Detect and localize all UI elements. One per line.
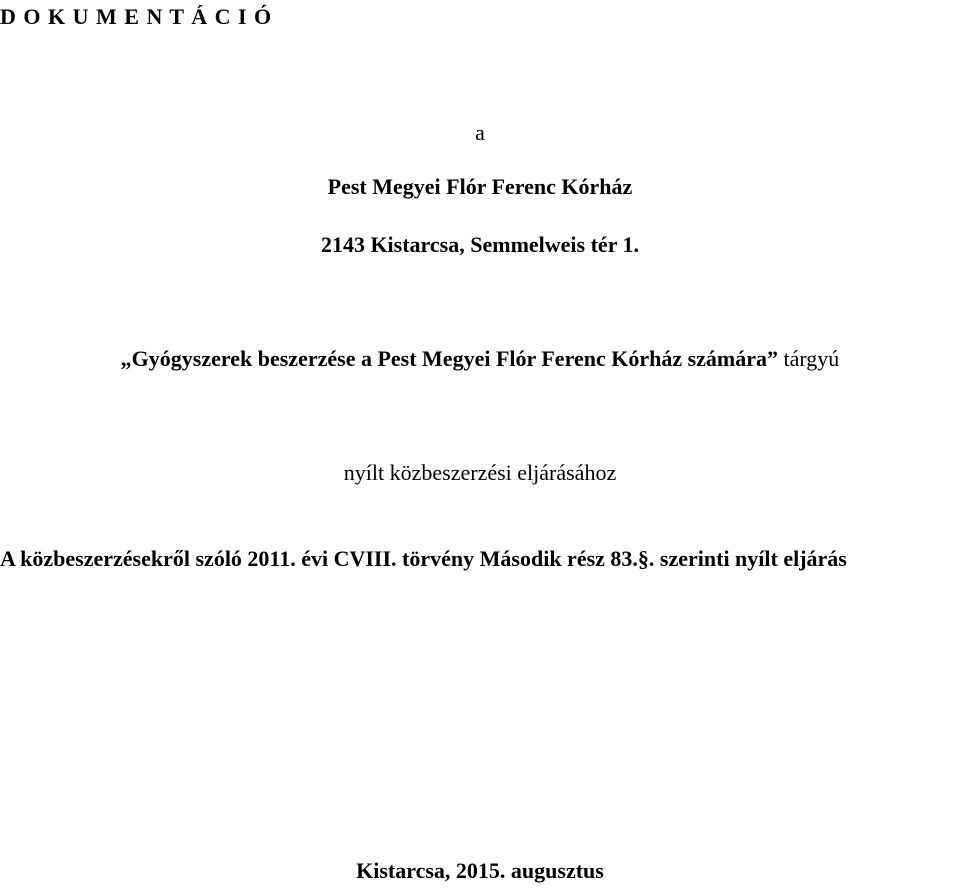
procedure-text: nyílt közbeszerzési eljárásához (343, 460, 617, 485)
subject-suffix: tárgyú (783, 346, 840, 371)
legal-reference: A közbeszerzésekről szóló 2011. évi CVIII. törvény Második rész 83.§. szerinti nyílt eljárás (0, 546, 847, 571)
subject-quote: „Gyógyszerek beszerzése a Pest Megyei Flór Ferenc Kórház számára” (120, 346, 778, 371)
subject-line (0, 348, 960, 370)
article-text: a (475, 120, 485, 145)
organization-address: 2143 Kistarcsa, Semmelweis tér 1. (320, 232, 640, 257)
document-title: D O K U M E N T Á C I Ó (0, 4, 273, 29)
organization-name: Pest Megyei Flór Ferenc Kórház (327, 174, 633, 199)
place-date: Kistarcsa, 2015. augusztus (356, 858, 604, 883)
